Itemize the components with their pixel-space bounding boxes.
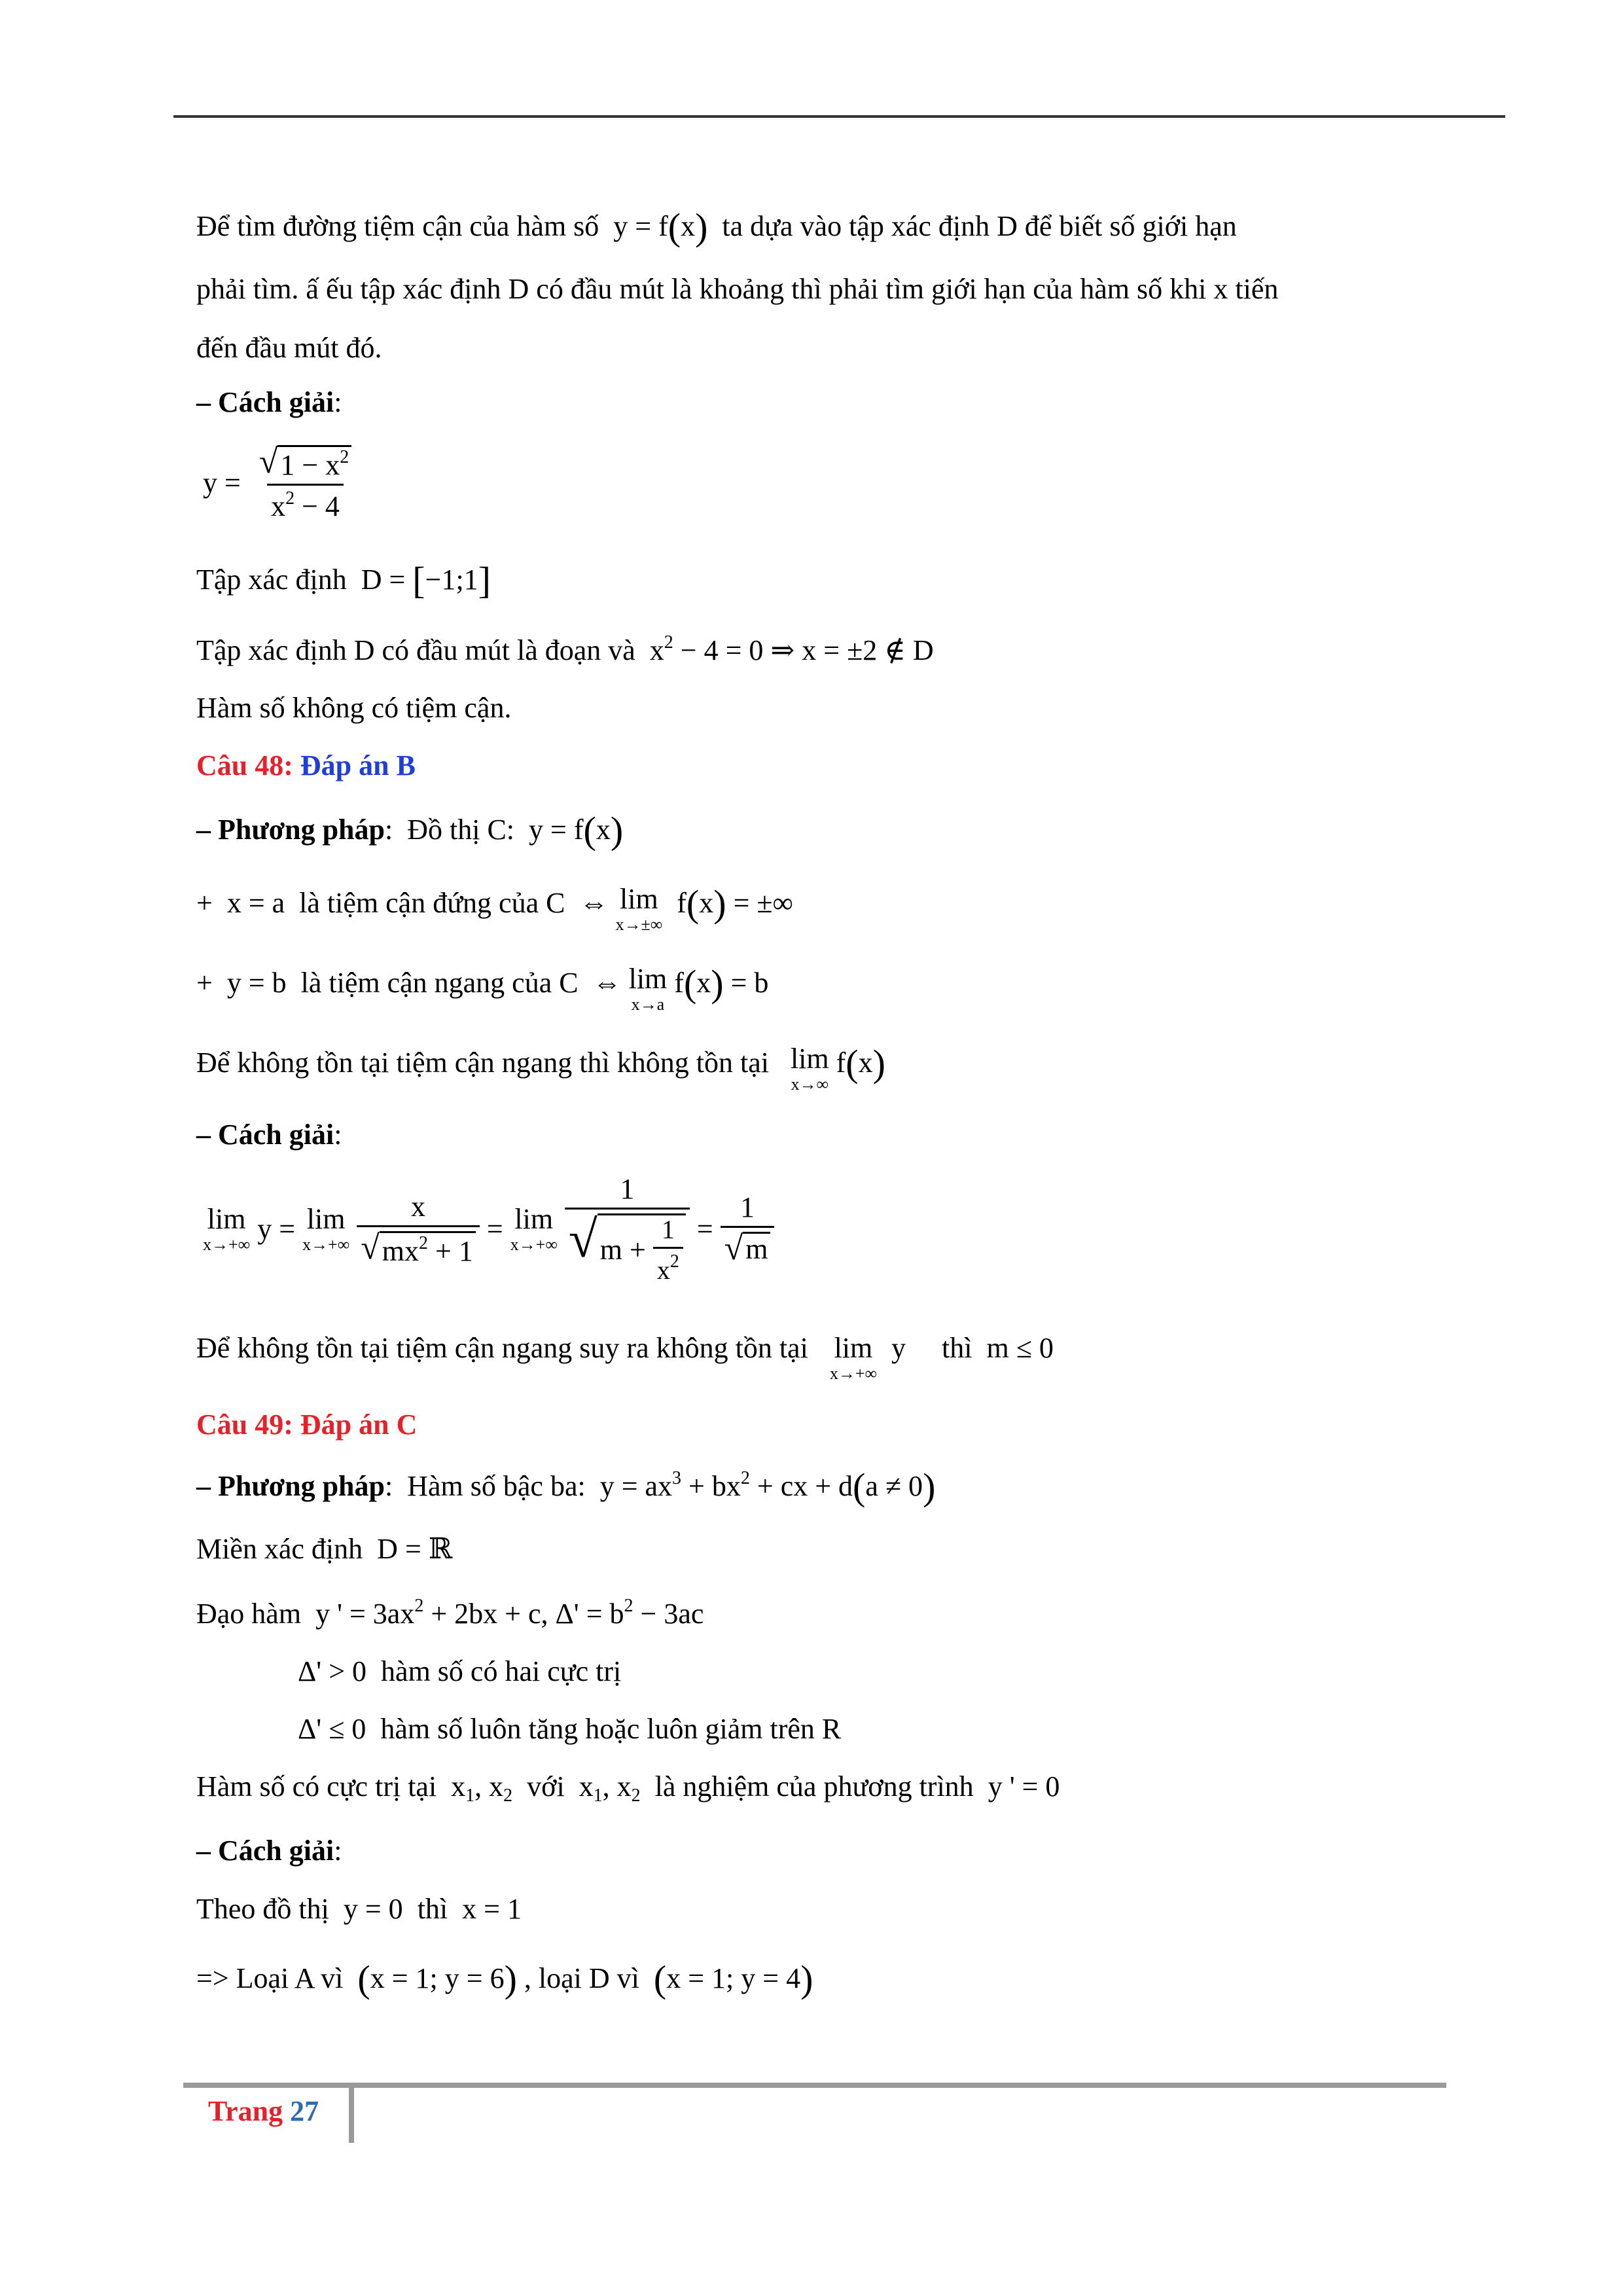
intro-line-3: đến đầu mút đó.	[196, 332, 382, 364]
q48-no-asymptote: Để không tồn tại tiệm cận ngang thì không tồn tại lim x→∞ f(x)	[196, 1042, 885, 1094]
footer-divider	[349, 2085, 354, 2143]
header-rule	[173, 115, 1505, 118]
q48-method: – Phương pháp: Đồ thị C: y = f(x)	[196, 809, 624, 852]
q49-heading: Câu 49: Đáp án C	[196, 1408, 418, 1441]
q49-domain: Miền xác định D = ℝ	[196, 1533, 453, 1565]
q47-conclusion: Hàm số không có tiệm cận.	[196, 692, 512, 724]
q48-limit-computation: lim x→+∞ y = lim x→+∞ x √ $mx^2 + 1$ = lim x→+∞ 1 √ m + $\frac{1}{x^2}$ = 1 √ m	[203, 1175, 774, 1283]
q47-function: y = √ $1 - x^2$ $x^2 - 4$	[203, 445, 355, 521]
q49-method: – Phương pháp: Hàm số bậc ba: $y = ax^3 + bx^2$ + cx + d(a ≠ 0)	[196, 1465, 936, 1508]
page-number: 27	[290, 2095, 319, 2127]
q48-horizontal-asymptote: + y = b là tiệm cận ngang của C ⇔ lim x→a f(x) = b	[196, 962, 769, 1014]
q48-solution-label: – Cách giải:	[196, 1119, 342, 1151]
q48-vertical-asymptote: + x = a là tiệm cận đứng của C ⇔ lim x→±∞ f(x) = ±∞	[196, 882, 793, 934]
q47-solution-label: – Cách giải:	[196, 386, 342, 418]
intro-line-1	[196, 208, 1237, 246]
q48-final: Để không tồn tại tiệm cận ngang suy ra không tồn tại lim x→+∞ y thì m ≤ 0	[196, 1332, 1054, 1383]
intro-text-b: ta dựa vào tập xác định D để biết số giới hạn	[722, 210, 1237, 242]
formula-y-fx: y = f(x)	[606, 206, 708, 248]
q49-eliminate: => Loại A vì (x = 1; y = 6) , loại D vì (x = 1; y = 4)	[196, 1958, 813, 2000]
q49-extrema: Hàm số có cực trị tại $x_1$, $x_2$ với $x_1$, $x_2$ là nghiệm của phương trình y ' = 0	[196, 1770, 1060, 1806]
footer-label: Trang	[208, 2095, 283, 2127]
q49-case-2: Δ' ≤ 0 hàm số luôn tăng hoặc luôn giảm trên R	[298, 1713, 842, 1745]
footer-rule	[183, 2083, 1446, 2088]
q49-solution-label: – Cách giải:	[196, 1835, 342, 1867]
q49-graph: Theo đồ thị y = 0 thì x = 1	[196, 1893, 522, 1925]
q47-domain: Tập xác định D = [−1;1]	[196, 559, 491, 601]
intro-text-a: Để tìm đường tiệm cận của hàm số	[196, 210, 599, 242]
page-footer	[208, 2094, 319, 2128]
q49-derivative: Đạo hàm y ' = $3ax^2 + 2bx + c$, $\Delta' = b^2 - 3ac$	[196, 1596, 704, 1630]
q49-case-1: Δ' > 0 hàm số có hai cực trị	[298, 1655, 622, 1687]
q48-heading: Câu 48: Đáp án B	[196, 749, 416, 781]
q47-endpoint: Tập xác định D có đầu mút là đoạn và $x^2 - 4 = 0$ ⇒ x = ±2 ∉ D	[196, 632, 934, 666]
intro-line-2: phải tìm. ấ ếu tập xác định D có đầu mút là khoảng thì phải tìm giới hạn của hàm số khi x tiến	[196, 273, 1279, 305]
